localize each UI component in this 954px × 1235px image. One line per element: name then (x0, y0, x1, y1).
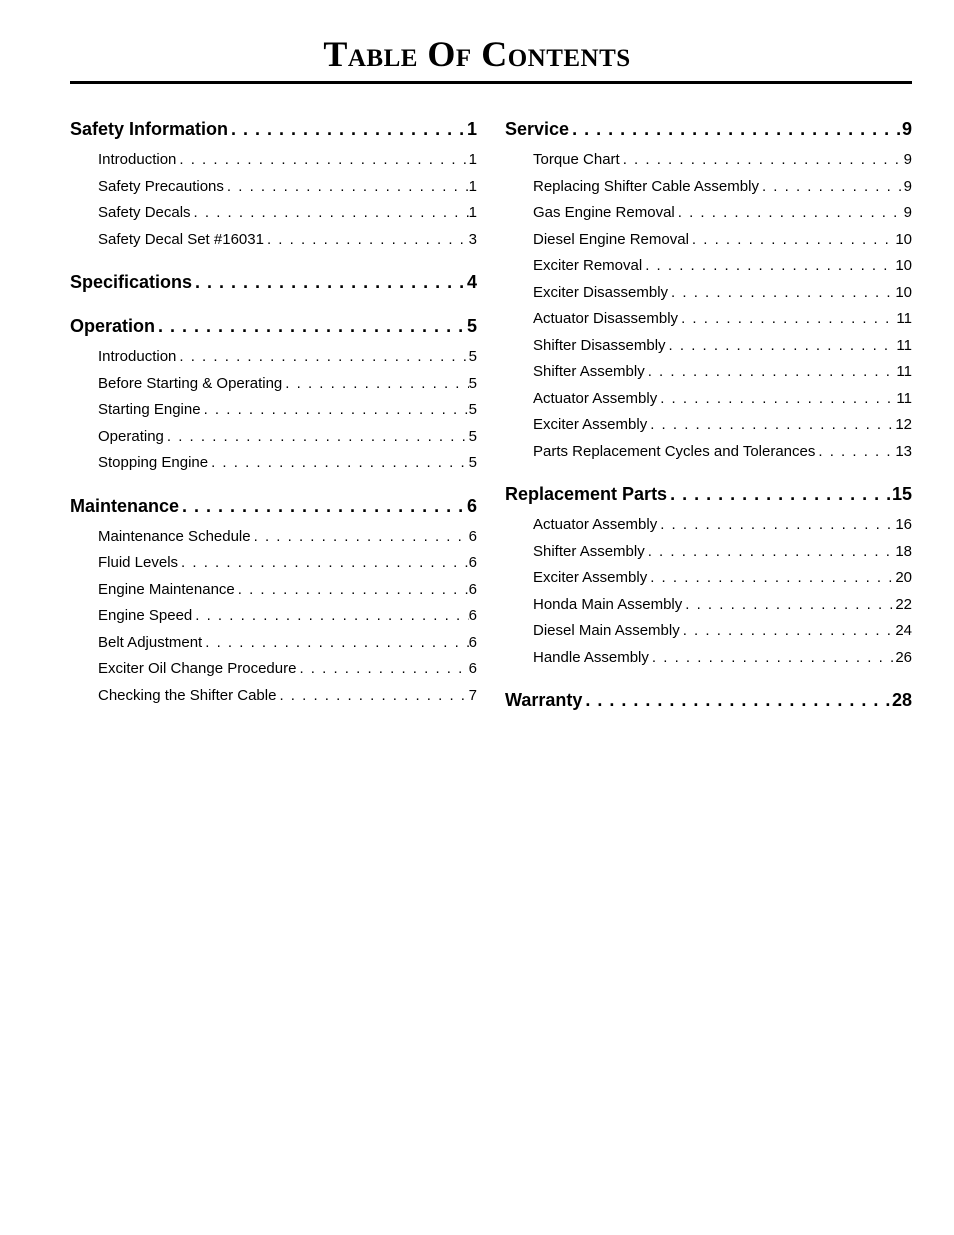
toc-entry[interactable] (98, 227, 477, 254)
dot-leader (191, 200, 469, 227)
toc-entry-page-number: 3 (468, 230, 477, 248)
toc-entry-page-number: 9 (903, 204, 912, 221)
toc-entry[interactable] (533, 512, 912, 539)
toc-entry-page-number: 6 (468, 660, 477, 677)
toc-entry[interactable] (533, 412, 912, 439)
dot-leader (642, 253, 895, 280)
toc-entry[interactable] (98, 603, 477, 630)
toc-section (70, 491, 477, 710)
dot-leader (176, 147, 468, 174)
toc-entry-page-number: 20 (895, 569, 912, 586)
dot-leader (296, 656, 468, 683)
toc-entry-page-number: 5 (468, 374, 477, 392)
toc-entry-label: Belt Adjustment (98, 633, 203, 651)
toc-entry-label: Actuator Assembly (533, 389, 658, 407)
toc-entry-label: Torque Chart (533, 151, 620, 168)
toc-section-heading-page-number: 5 (466, 316, 477, 336)
toc-entry-label: Actuator Disassembly (533, 310, 679, 327)
toc-entry-page-number: 10 (895, 257, 912, 274)
toc-entry-label: Safety Precautions (98, 177, 224, 195)
toc-entry-page-number: 5 (468, 348, 477, 365)
dot-leader (176, 344, 468, 371)
dot-leader (155, 311, 467, 341)
dot-leader (647, 565, 895, 592)
toc-section (70, 267, 477, 297)
dot-leader (201, 397, 469, 424)
toc-entry-page-number: 10 (895, 283, 912, 301)
toc-entry-label: Exciter Assembly (533, 416, 648, 433)
dot-leader (179, 491, 467, 521)
dot-leader (680, 618, 896, 645)
toc-entry-page-number: 5 (468, 401, 477, 418)
toc-entry-page-number: 6 (468, 580, 477, 598)
toc-entry-label: Starting Engine (98, 401, 201, 418)
toc-right-column (505, 114, 912, 715)
toc-section-heading-label: Safety Information (70, 119, 229, 139)
toc-entry-list (533, 512, 912, 671)
section-spacer (505, 671, 912, 685)
dot-leader (235, 577, 469, 604)
toc-entry-list (533, 147, 912, 465)
toc-section-heading-page-number: 28 (891, 690, 912, 710)
toc-entry[interactable] (533, 253, 912, 280)
dot-leader (645, 359, 897, 386)
dot-leader (251, 524, 469, 551)
toc-entry[interactable] (533, 439, 912, 466)
dot-leader (666, 333, 897, 360)
toc-entry-label: Diesel Main Assembly (533, 622, 680, 639)
toc-entry-label: Engine Speed (98, 607, 193, 624)
toc-entry-label: Fluid Levels (98, 554, 179, 571)
toc-entry[interactable] (98, 174, 477, 201)
section-spacer (505, 465, 912, 479)
toc-section-heading[interactable] (70, 114, 477, 144)
toc-entry-label: Shifter Assembly (533, 363, 645, 380)
toc-section-heading-label: Specifications (70, 272, 193, 292)
toc-entry-page-number: 6 (468, 633, 477, 651)
toc-entry[interactable] (533, 386, 912, 413)
dot-leader (208, 450, 469, 477)
toc-entry[interactable] (533, 147, 912, 174)
toc-entry-page-number: 6 (468, 527, 477, 545)
toc-entry-page-number: 7 (468, 686, 477, 704)
dot-leader (667, 479, 892, 509)
toc-entry[interactable] (98, 550, 477, 577)
dot-leader (759, 174, 904, 201)
toc-entry-page-number: 11 (896, 310, 912, 327)
toc-entry[interactable] (533, 174, 912, 201)
toc-section-heading-page-number: 1 (466, 119, 477, 139)
toc-entry-label: Exciter Removal (533, 257, 643, 274)
dot-leader (192, 267, 467, 297)
toc-section (505, 114, 912, 465)
toc-entry-label: Handle Assembly (533, 648, 649, 666)
toc-entry-label: Stopping Engine (98, 454, 209, 471)
toc-entry-page-number: 1 (468, 204, 477, 221)
toc-entry[interactable] (98, 344, 477, 371)
toc-entry[interactable] (98, 656, 477, 683)
toc-entry-page-number: 13 (895, 442, 912, 460)
toc-entry-page-number: 5 (468, 454, 477, 471)
dot-leader (668, 280, 895, 307)
toc-entry-label: Actuator Assembly (533, 516, 658, 533)
toc-section-heading-page-number: 15 (891, 484, 912, 504)
dot-leader (202, 630, 468, 657)
dot-leader (682, 592, 895, 619)
title-divider (70, 81, 912, 84)
toc-entry-label: Shifter Assembly (533, 542, 645, 560)
toc-entry-page-number: 1 (468, 151, 477, 168)
dot-leader (645, 539, 896, 566)
toc-entry[interactable] (98, 630, 477, 657)
toc-entry-label: Exciter Assembly (533, 569, 648, 586)
dot-leader (657, 512, 895, 539)
toc-entry-page-number: 6 (468, 607, 477, 624)
dot-leader (657, 386, 896, 413)
toc-entry-list (98, 524, 477, 710)
toc-section-heading-page-number: 9 (901, 119, 912, 139)
dot-leader (192, 603, 468, 630)
dot-leader (282, 371, 468, 398)
toc-entry-label: Operating (98, 427, 164, 445)
toc-entry[interactable] (98, 147, 477, 174)
dot-leader (276, 683, 468, 710)
toc-entry[interactable] (98, 524, 477, 551)
toc-entry-label: Introduction (98, 151, 177, 168)
dot-leader (675, 200, 904, 227)
dot-leader (678, 306, 896, 333)
toc-entry-label: Engine Maintenance (98, 580, 235, 598)
toc-section (505, 479, 912, 671)
section-spacer (70, 477, 477, 491)
toc-entry-page-number: 26 (895, 648, 912, 666)
toc-section-heading-label: Warranty (505, 690, 583, 710)
dot-leader (264, 227, 469, 254)
toc-section-heading[interactable] (70, 311, 477, 341)
dot-leader (164, 424, 469, 451)
toc-entry-page-number: 18 (895, 542, 912, 560)
toc-entry[interactable] (533, 539, 912, 566)
toc-entry[interactable] (533, 280, 912, 307)
dot-leader (815, 439, 895, 466)
toc-left-column (70, 114, 477, 709)
toc-entry-label: Checking the Shifter Cable (98, 686, 277, 704)
toc-entry-label: Exciter Oil Change Procedure (98, 660, 297, 677)
toc-entry[interactable] (533, 359, 912, 386)
toc-entry-label: Diesel Engine Removal (533, 230, 689, 248)
toc-entry-page-number: 9 (903, 151, 912, 168)
toc-entry[interactable] (533, 565, 912, 592)
section-spacer (70, 297, 477, 311)
toc-entry-page-number: 11 (896, 389, 912, 407)
toc-section-heading[interactable] (505, 685, 912, 715)
toc-entry[interactable] (98, 450, 477, 477)
dot-leader (569, 114, 902, 144)
toc-entry-page-number: 5 (468, 427, 477, 445)
toc-entry-label: Exciter Disassembly (533, 283, 669, 301)
dot-leader (647, 412, 895, 439)
toc-section-heading-label: Replacement Parts (505, 484, 668, 504)
dot-leader (620, 147, 904, 174)
toc-entry-label: Gas Engine Removal (533, 204, 675, 221)
toc-entry-page-number: 16 (895, 516, 912, 533)
dot-leader (228, 114, 467, 144)
toc-section-heading-page-number: 6 (466, 495, 477, 516)
dot-leader (649, 645, 895, 672)
toc-section-heading-page-number: 4 (466, 272, 477, 292)
toc-entry-label: Honda Main Assembly (533, 595, 683, 613)
dot-leader (689, 227, 895, 254)
toc-entry-page-number: 24 (895, 622, 912, 639)
toc-entry[interactable] (98, 371, 477, 398)
toc-entry[interactable] (98, 424, 477, 451)
toc-entry-label: Replacing Shifter Cable Assembly (533, 177, 759, 195)
toc-entry-label: Maintenance Schedule (98, 527, 251, 545)
toc-entry[interactable] (98, 683, 477, 710)
toc-section-heading[interactable] (505, 479, 912, 509)
toc-section-heading[interactable] (70, 267, 477, 297)
page-title: Table Of Contents (323, 34, 631, 74)
toc-entry-page-number: 10 (895, 230, 912, 248)
toc-entry-page-number: 9 (903, 177, 912, 195)
toc-entry[interactable] (98, 397, 477, 424)
toc-entry-page-number: 22 (895, 595, 912, 613)
toc-entry[interactable] (533, 306, 912, 333)
toc-section-heading[interactable] (505, 114, 912, 144)
toc-entry[interactable] (98, 577, 477, 604)
toc-entry-list (98, 344, 477, 477)
toc-entry-label: Safety Decal Set #16031 (98, 230, 264, 248)
toc-entry-page-number: 6 (468, 554, 477, 571)
toc-section-heading-label: Maintenance (70, 495, 180, 516)
toc-section (70, 311, 477, 477)
toc-entry[interactable] (533, 200, 912, 227)
toc-section-heading[interactable] (70, 491, 477, 521)
toc-section (70, 114, 477, 253)
toc-entry-label: Safety Decals (98, 204, 191, 221)
dot-leader (178, 550, 469, 577)
toc-section-heading-label: Operation (70, 316, 156, 336)
toc-entry-page-number: 12 (895, 416, 912, 433)
section-spacer (70, 253, 477, 267)
toc-entry-page-number: 11 (896, 363, 912, 380)
toc-section-heading-label: Service (505, 119, 570, 139)
toc-entry[interactable] (533, 618, 912, 645)
toc-section (505, 685, 912, 715)
toc-entry-label: Parts Replacement Cycles and Tolerances (533, 442, 816, 460)
dot-leader (224, 174, 469, 201)
toc-entry-label: Introduction (98, 348, 177, 365)
toc-entry[interactable] (533, 592, 912, 619)
toc-entry[interactable] (533, 645, 912, 672)
toc-entry[interactable] (533, 333, 912, 360)
toc-entry-label: Before Starting & Operating (98, 374, 283, 392)
dot-leader (582, 685, 892, 715)
toc-entry[interactable] (98, 200, 477, 227)
toc-entry-page-number: 11 (896, 336, 912, 354)
toc-entry-page-number: 1 (468, 177, 477, 195)
toc-entry[interactable] (533, 227, 912, 254)
toc-entry-label: Shifter Disassembly (533, 336, 666, 354)
toc-entry-list (98, 147, 477, 253)
